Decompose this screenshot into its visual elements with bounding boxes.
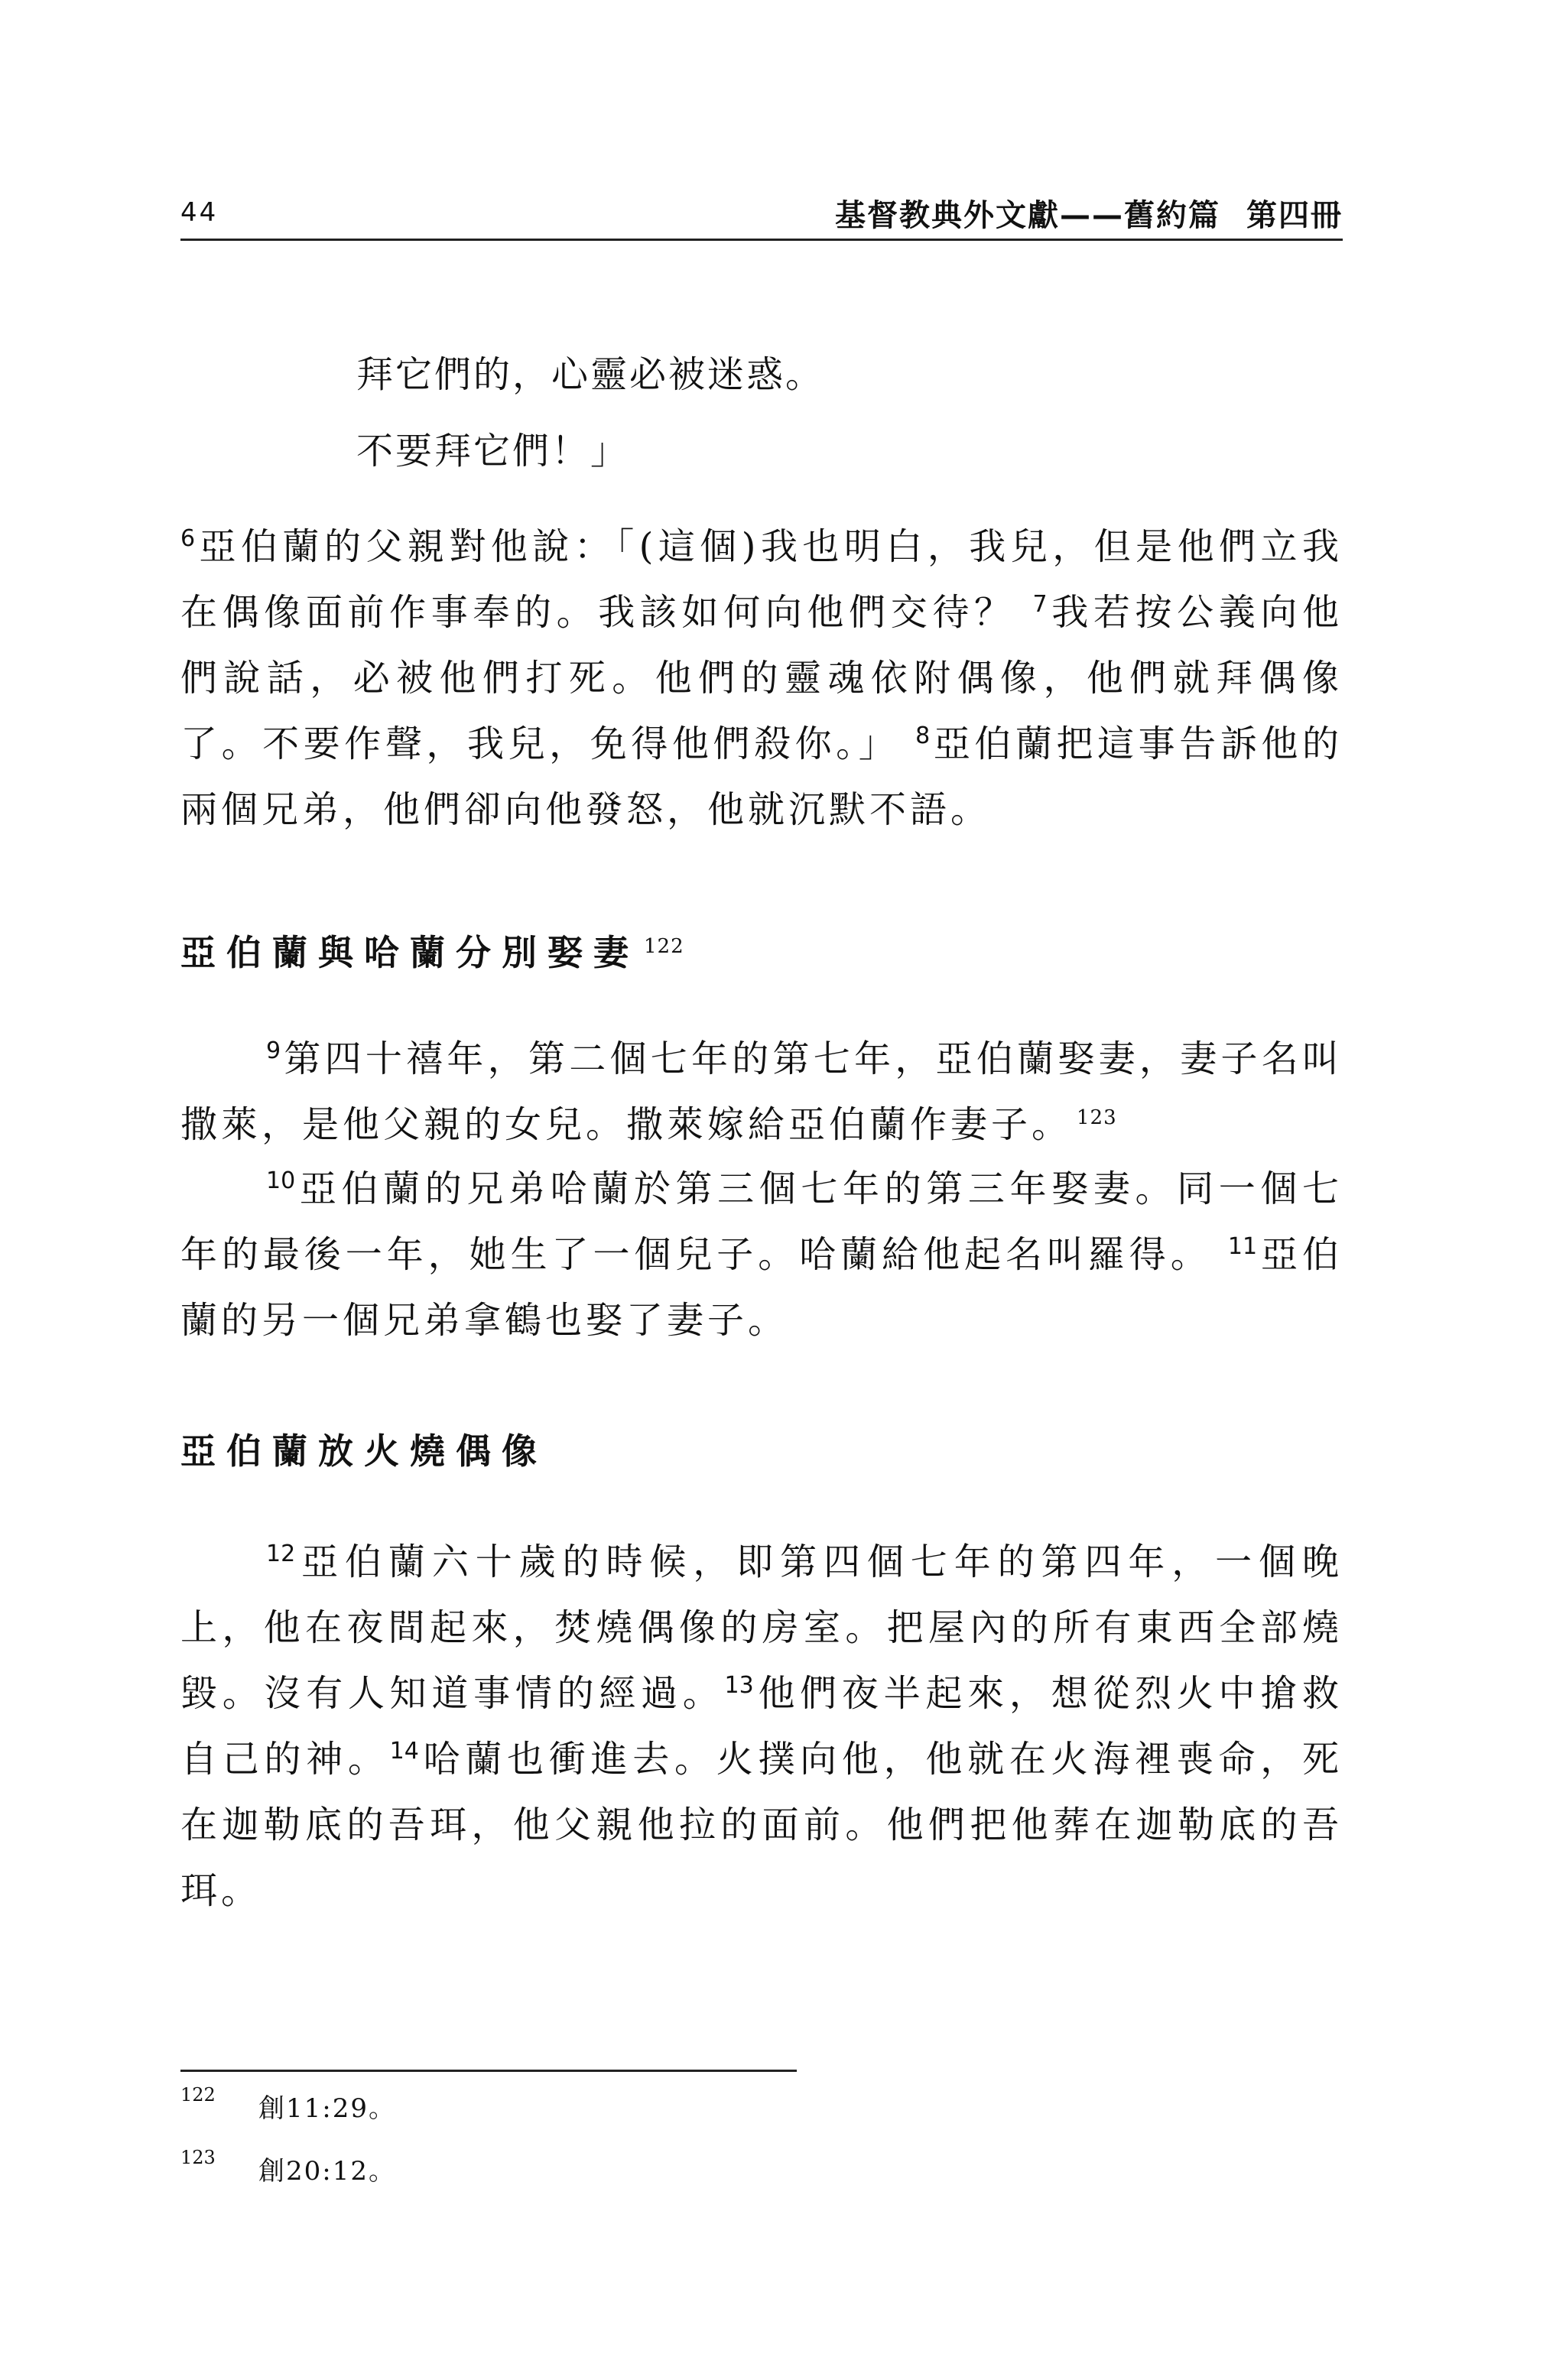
footnote — [180, 2084, 396, 2125]
verse-text: 亞伯蘭的兄弟哈蘭於第三個七年的第三年娶妻。同一個七年的最後一年，她生了一個兒子。哈蘭給他起名叫羅得。 — [180, 1167, 1343, 1276]
verse-text: 他們夜半起來，想從烈火中搶救自己的神。 — [180, 1672, 1343, 1781]
section-title: 亞伯蘭與哈蘭分別娶妻 — [180, 932, 639, 973]
verse-text: 第四十禧年，第二個七年的第七年，亞伯蘭娶妻，妻子名叫撒萊，是他父親的女兒。撒萊嫁給亞伯蘭作妻子。 — [180, 1037, 1343, 1146]
verse-text: 哈蘭也衝進去。火撲向他，他就在火海裡喪命，死在迦勒底的吾珥，他父親他拉的面前。他們把他葬在迦勒底的吾珥。 — [180, 1738, 1343, 1912]
section-title: 亞伯蘭放火燒偶像 — [180, 1430, 547, 1472]
book-title: 基督教典外文獻——舊約篇 — [835, 198, 1220, 233]
paragraph-verses-12-14 — [180, 1529, 1343, 1924]
verse-number: 11 — [1227, 1233, 1258, 1260]
running-title — [835, 191, 1343, 235]
section-heading — [180, 1424, 547, 1474]
footnote-ref: 123 — [1077, 1106, 1117, 1129]
verse-text: 我若按公義向他們說話，必被他們打死。他們的靈魂依附偶像，他們就拜偶像了。不要作聲，我兒，免得他們殺你。」 — [180, 591, 1343, 765]
verse-number: 6 — [180, 525, 196, 552]
footnote-number: 122 — [180, 2084, 216, 2106]
verse-number: 14 — [389, 1738, 419, 1765]
verse-number: 9 — [266, 1037, 281, 1064]
footnote-text: 創11:29。 — [258, 2093, 396, 2124]
footnote-rule — [180, 2070, 797, 2072]
verse-number: 7 — [1032, 591, 1048, 618]
section-heading — [180, 925, 684, 976]
footnote — [180, 2147, 396, 2187]
verse-text: 亞伯蘭把這事告訴他的兩個兄弟，他們卻向他發怒，他就沉默不語。 — [180, 722, 1343, 831]
paragraph-verse-9 — [180, 1026, 1343, 1158]
paragraph-verses-6-8 — [180, 514, 1343, 843]
poem-line: 拜它們的，心靈必被迷惑。 — [356, 353, 825, 396]
poem-block — [356, 336, 824, 489]
verse-text: 亞伯蘭六十歲的時候，即第四個七年的第四年，一個晚上，他在夜間起來，焚燒偶像的房室。把屋內的所有東西全部燒毀。沒有人知道事情的經過。 — [180, 1541, 1343, 1715]
footnote-ref: 122 — [644, 934, 684, 958]
verse-number: 13 — [724, 1672, 754, 1699]
footnote-number: 123 — [180, 2147, 216, 2168]
verse-text: 亞伯蘭的父親對他說：「(這個)我也明白，我兒，但是他們立我在偶像面前作事奉的。我該如何向他們交待？ — [180, 525, 1343, 634]
verse-number: 12 — [266, 1541, 296, 1567]
volume-label: 第四冊 — [1246, 198, 1343, 233]
verse-number: 8 — [915, 722, 931, 749]
running-header — [180, 191, 1343, 237]
poem-line: 不要拜它們！」 — [356, 430, 630, 472]
header-rule — [180, 239, 1343, 241]
footnote-text: 創20:12。 — [258, 2156, 396, 2187]
verse-text: 亞伯蘭的另一個兄弟拿鶴也娶了妻子。 — [180, 1233, 1343, 1342]
paragraph-verses-10-11 — [180, 1156, 1343, 1353]
verse-number: 10 — [266, 1167, 296, 1194]
page-number: 44 — [180, 197, 219, 228]
